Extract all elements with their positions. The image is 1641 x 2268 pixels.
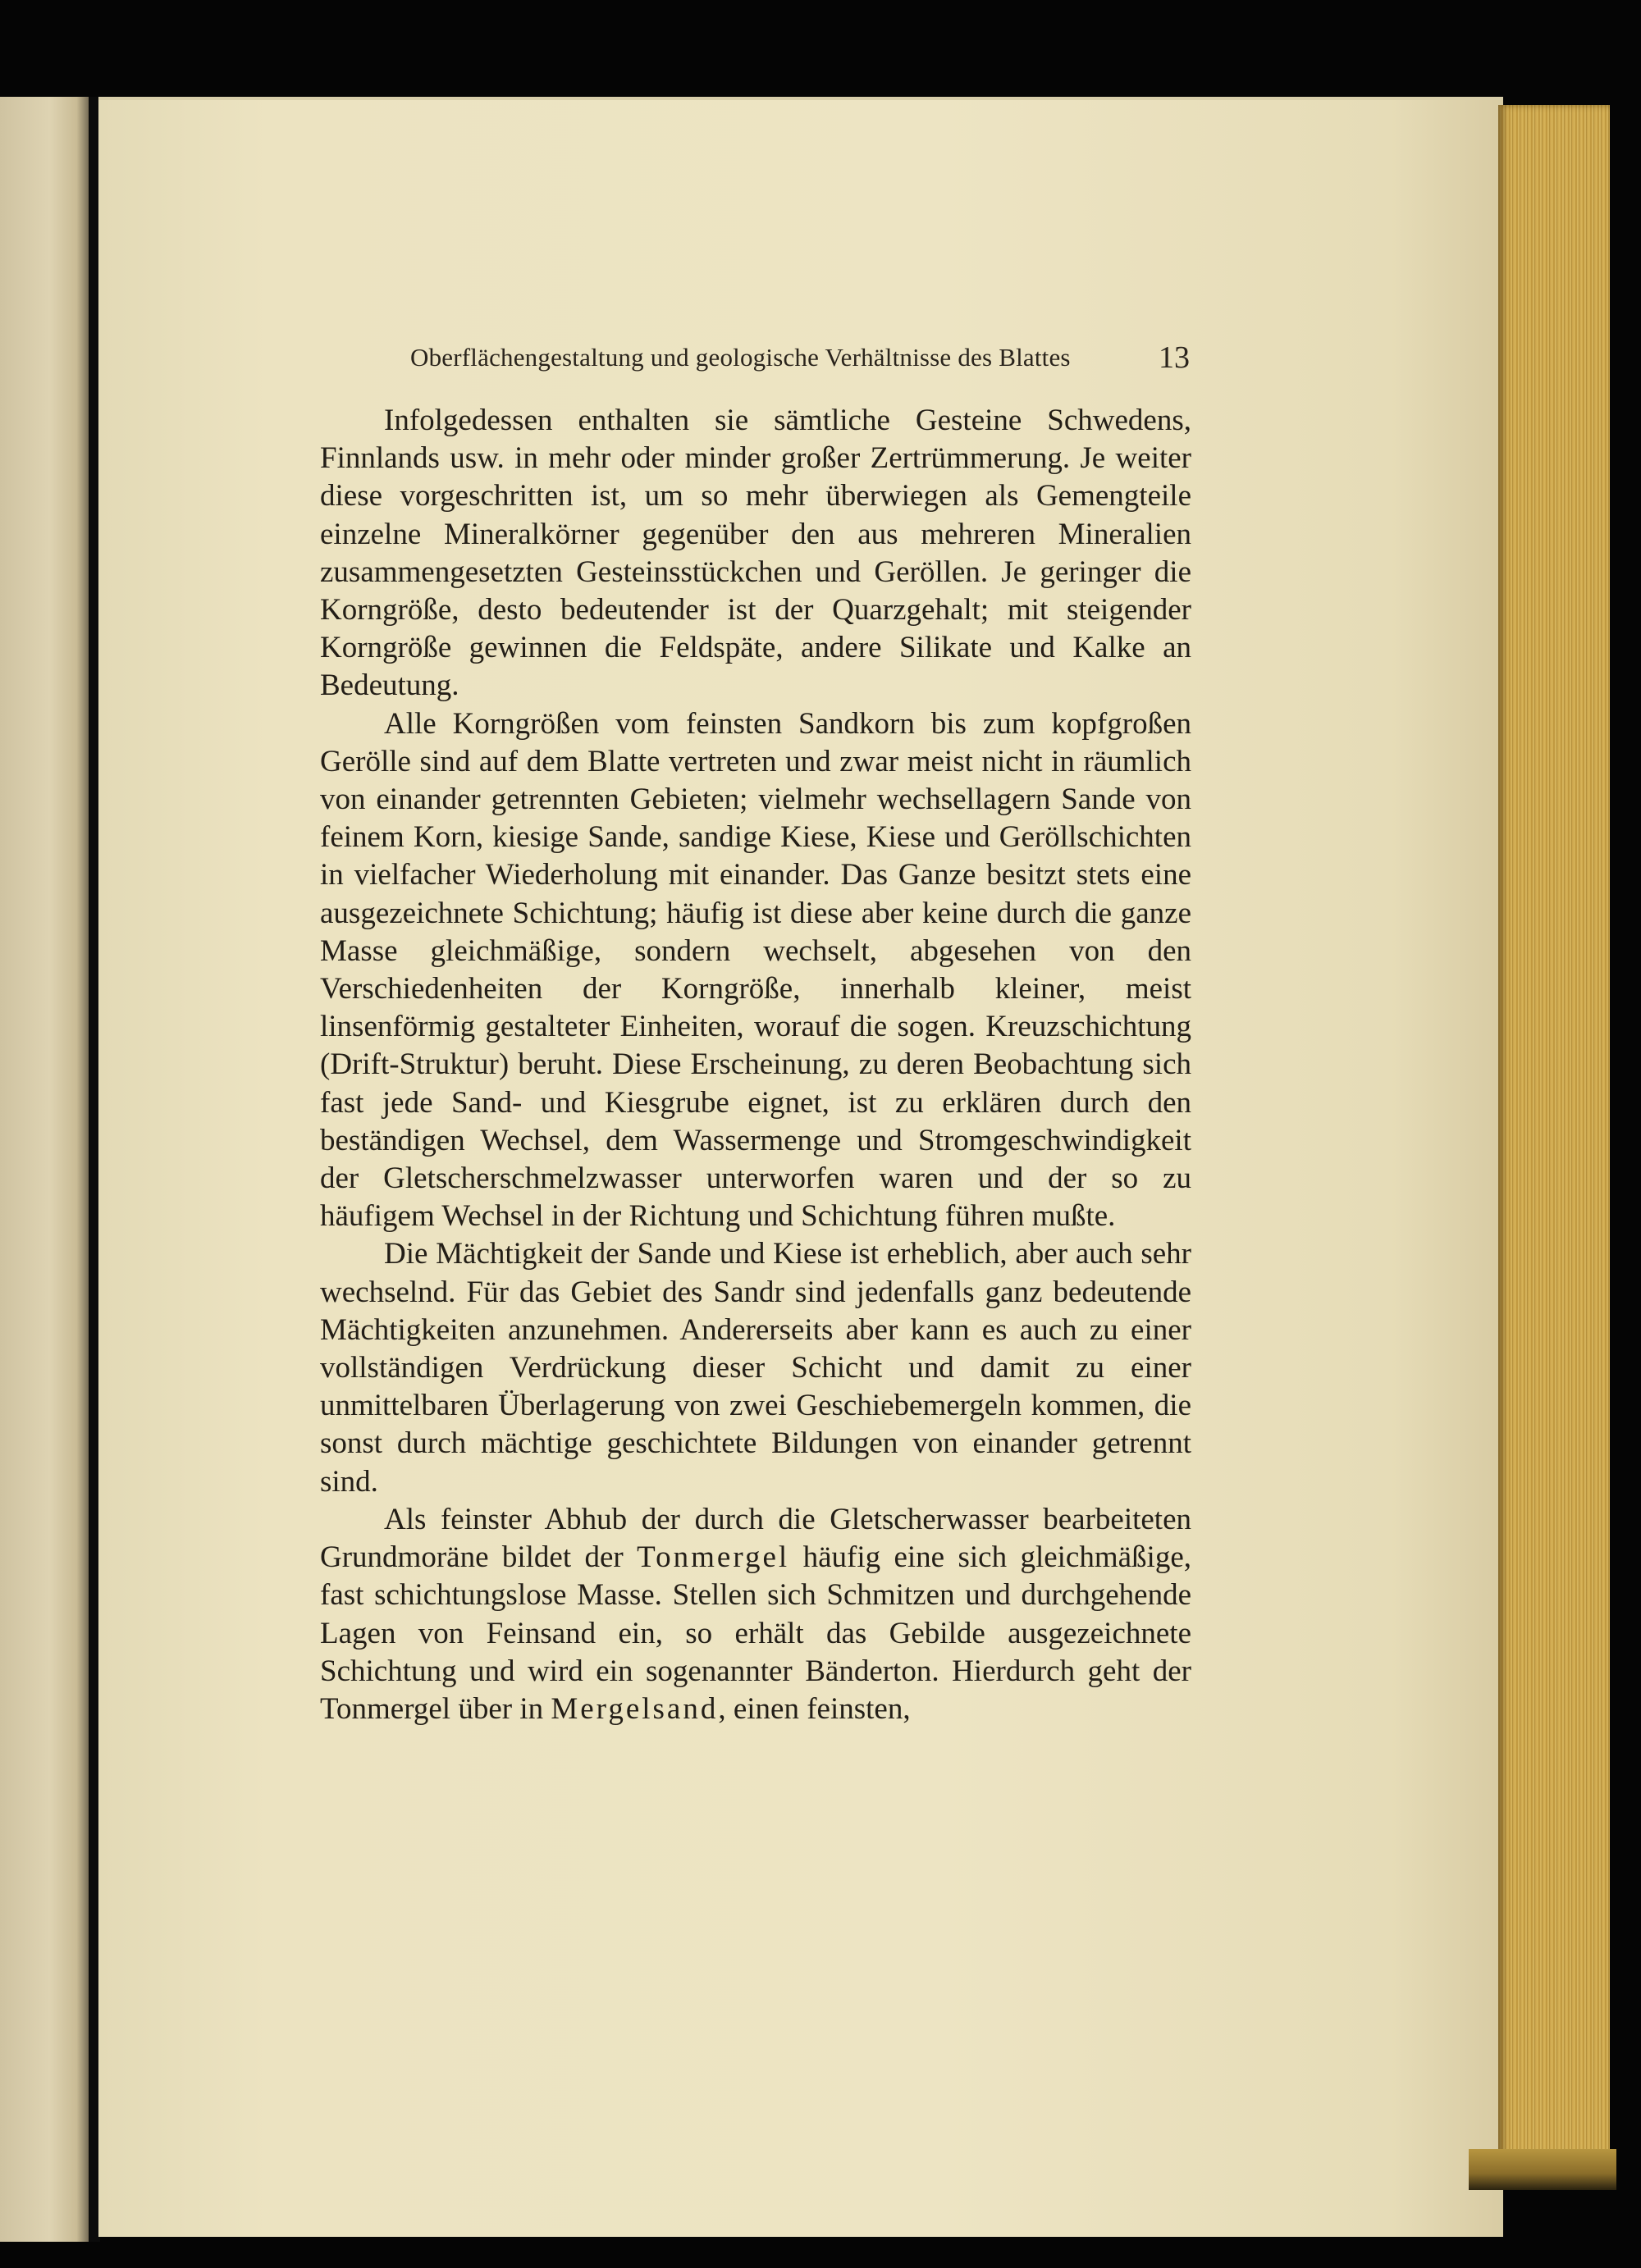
body-text (320, 402, 1191, 1728)
previous-page-edge (0, 97, 90, 2242)
page-number: 13 (1159, 340, 1190, 375)
paragraph: Alle Korngrößen vom feinsten Sandkorn bis zum kopfgroßen Gerölle sind auf dem Blatte vertreten und zwar meist nicht in räumlich von einander getrennten Gebieten; vielmehr wechsellagern Sande von feinem Korn, kiesige Sande, sandige Kiese, Kiese und Geröllschichten in vielfacher Wiederholung mit einander. Das Ganze besitzt stets eine ausgezeichnete Schichtung; häufig ist diese aber keine durch die ganze Masse gleichmäßige, sondern wechselt, abgesehen von den Verschiedenheiten der Korngröße, innerhalb kleiner, meist linsenförmig gestalteter Einheiten, worauf die sogen. Kreuzschichtung (Drift-Struktur) beruht. Diese Erscheinung, zu deren Beobachtung sich fast jede Sand- und Kiesgrube eignet, ist zu erklären durch den beständigen Wechsel, dem Wassermenge und Stromgeschwindigkeit der Gletscherschmelzwasser unterworfen waren und der so zu häufigem Wechsel in der Richtung und Schichtung führen mußte. (320, 706, 1191, 1234)
emphasized-term-mergelsand: Mergelsand (551, 1691, 719, 1726)
paragraph-text: Als feinster Abhub der durch die Gletscherwasser bearbeiteten Grundmoräne bildet der (320, 1502, 1191, 1575)
paragraph: Die Mächtigkeit der Sande und Kiese ist erheblich, aber auch sehr wechselnd. Für das Gebiet des Sandr sind jedenfalls ganz bedeutende Mächtigkeiten anzunehmen. Andererseits aber kann es auch zu einer vollständigen Verdrückung dieser Schicht und damit zu einer unmittelbaren Überlagerung von zwei Geschiebemergeln kommen, die sonst durch mächtige geschichtete Bildungen von einander getrennt sind. (320, 1237, 1191, 1499)
emphasized-term-tonmergel: Tonmergel (637, 1540, 790, 1575)
page-edges-bottom (1469, 2149, 1616, 2190)
paragraph-text: , einen feinsten, (718, 1691, 911, 1726)
stacked-page-edges (1498, 105, 1610, 2176)
running-header: Oberflächengestaltung und geologische Verhältnisse des Blattes (410, 343, 1071, 372)
paragraph: Infolgedessen enthalten sie sämtliche Gesteine Schwedens, Finnlands usw. in mehr oder minder großer Zertrümmerung. Je weiter diese vorgeschritten ist, um so mehr überwiegen als Gemengteile einzelne Mineralkörner gegenüber den aus mehreren Mineralien zusammengesetzten Gesteinsstückchen und Geröllen. Je geringer die Korngröße, desto bedeutender ist der Quarzgehalt; mit steigender Korngröße gewinnen die Feldspäte, andere Silikate und Kalke an Bedeutung. (320, 404, 1191, 703)
paragraph-text: häufig eine sich gleichmäßige, fast schichtungslose Masse. Stellen sich Schmitzen und durchgehende Lagen von Feinsand ein, so erhält das Gebilde ausgezeichnete Schichtung und wird ein sogenannter Bänderton. Hierdurch geht der Tonmergel über in (320, 1540, 1192, 1726)
paragraph (320, 1501, 1191, 1728)
